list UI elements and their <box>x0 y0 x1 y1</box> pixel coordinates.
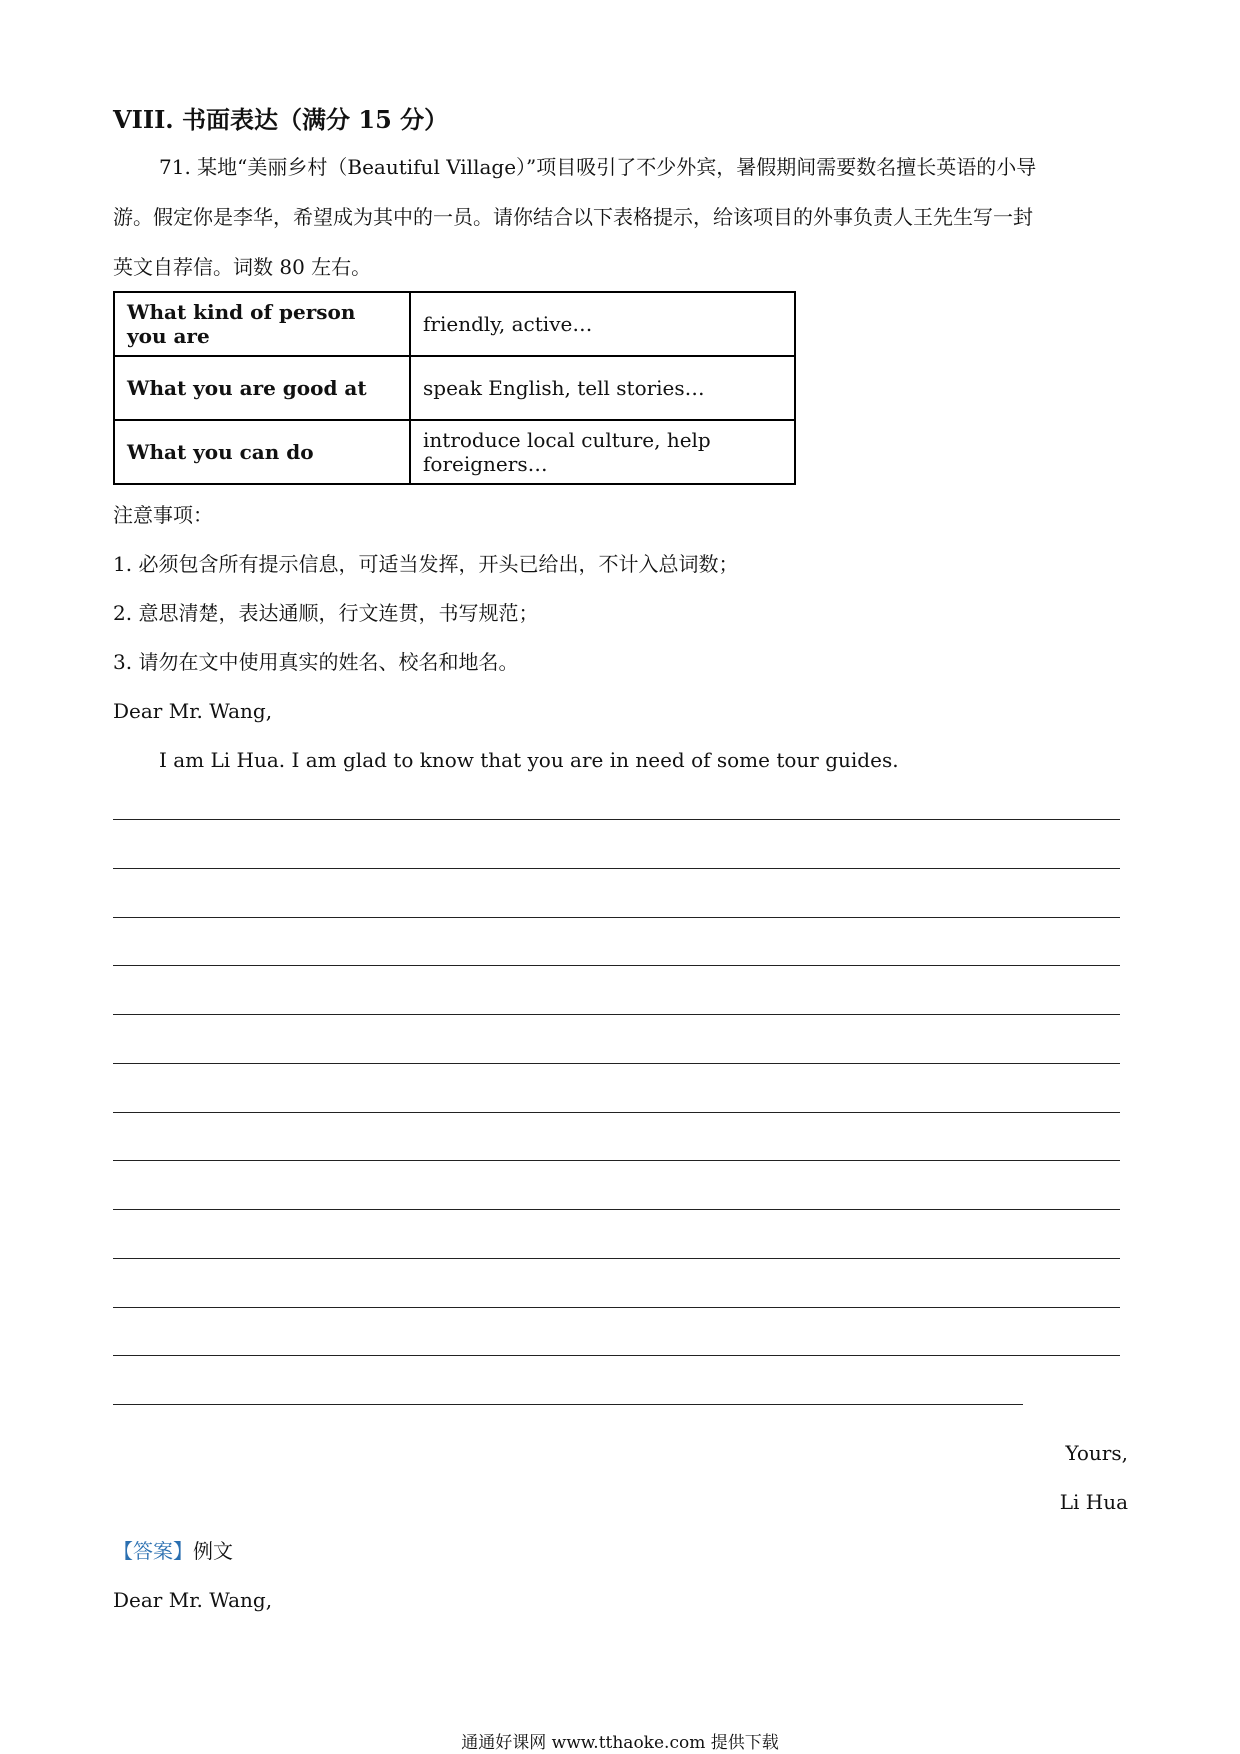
table-row <box>114 356 795 420</box>
answer-tag: 【答案】 <box>113 1539 193 1563</box>
question-prompt-line2: 游。假定你是李华，希望成为其中的一员。请你结合以下表格提示，给该项目的外事负责人王先生写一封 <box>113 205 1033 229</box>
letter-salutation: Dear Mr. Wang, <box>113 699 273 723</box>
writing-line <box>113 1307 1120 1308</box>
table-row <box>114 420 795 484</box>
table-cell-key: What you are good at <box>114 356 410 420</box>
table-cell-key: What kind of person you are <box>114 292 410 356</box>
table-cell-key: What you can do <box>114 420 410 484</box>
writing-line <box>113 1404 1023 1405</box>
letter-signature: Li Hua <box>1059 1490 1128 1514</box>
footer-text: 通通好课网 www.tthaoke.com 提供下载 <box>461 1733 779 1753</box>
table-row <box>114 292 795 356</box>
answer-heading <box>113 1526 1133 1576</box>
writing-line <box>113 1112 1120 1113</box>
writing-line <box>113 917 1120 918</box>
letter-closing: Yours, <box>1065 1441 1128 1465</box>
writing-line <box>113 1063 1120 1064</box>
writing-line <box>113 1160 1120 1161</box>
table-cell-value: friendly, active… <box>410 292 795 356</box>
notes-item-2: 2. 意思清楚，表达通顺，行文连贯，书写规范； <box>113 601 539 625</box>
notes-item-1: 1. 必须包含所有提示信息，可适当发挥，开头已给出，不计入总词数； <box>113 552 739 576</box>
answer-label: 例文 <box>193 1539 233 1563</box>
letter-opening: I am Li Hua. I am glad to know that you are in need of some tour guides. <box>159 748 899 772</box>
answer-salutation: Dear Mr. Wang, <box>113 1588 273 1612</box>
writing-line <box>113 1014 1120 1015</box>
writing-line <box>113 1258 1120 1259</box>
writing-line <box>113 868 1120 869</box>
writing-line <box>113 819 1120 820</box>
question-prompt-line1: 71. 某地“美丽乡村（Beautiful Village）”项目吸引了不少外宾，暑假期间需要数名擅长英语的小导 <box>159 155 1037 179</box>
writing-line <box>113 1209 1120 1210</box>
prompt-table <box>113 291 796 485</box>
section-title: VIII. 书面表达（满分 15 分） <box>113 105 449 134</box>
notes-item-3: 3. 请勿在文中使用真实的姓名、校名和地名。 <box>113 650 519 674</box>
writing-line <box>113 965 1120 966</box>
question-prompt-line3: 英文自荐信。词数 80 左右。 <box>113 255 372 279</box>
writing-line <box>113 1355 1120 1356</box>
notes-heading: 注意事项： <box>113 503 213 527</box>
table-cell-value: introduce local culture, help foreigners… <box>410 420 795 484</box>
table-cell-value: speak English, tell stories… <box>410 356 795 420</box>
